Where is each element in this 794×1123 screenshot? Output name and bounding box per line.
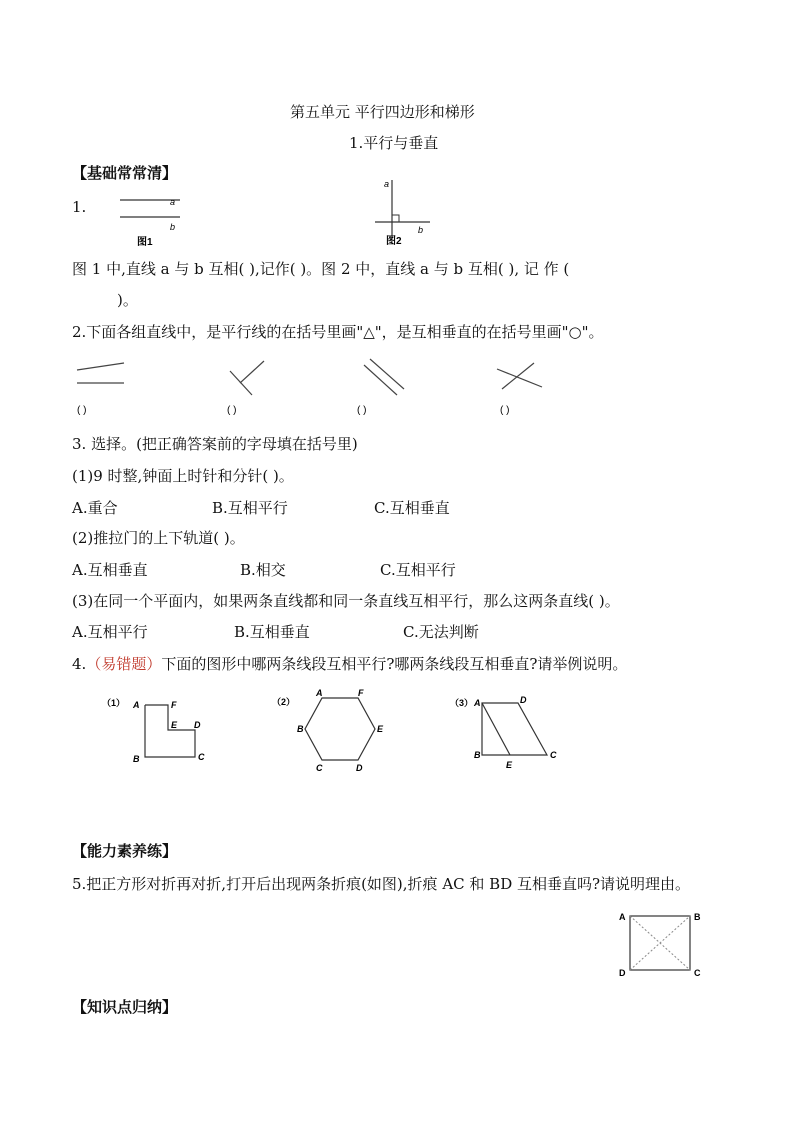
q3-sub1-question: (1)9 时整,钟面上时针和分针( )。 xyxy=(72,467,294,485)
q1-text-line2: )。 xyxy=(117,291,138,309)
svg-text:F: F xyxy=(171,700,177,710)
q2-blank-4[interactable]: ( ) xyxy=(500,405,510,416)
q4-text xyxy=(72,654,627,674)
quadrilateral xyxy=(482,703,547,755)
q2-group-1 xyxy=(77,363,124,383)
q5-text: 5.把正方形对折再对折,打开后出现两条折痕(如图),折痕 AC 和 BD 互相垂直吗?请说明理由。 xyxy=(72,875,691,893)
svg-text:A: A xyxy=(133,700,140,710)
svg-text:D: D xyxy=(194,720,201,730)
q4-tag: （易错题） xyxy=(86,655,162,673)
l-shape xyxy=(145,705,195,757)
label-b: b xyxy=(170,222,176,232)
svg-text:A: A xyxy=(474,698,481,708)
svg-text:C: C xyxy=(316,763,323,773)
q5-figure-square xyxy=(612,906,717,981)
svg-text:E: E xyxy=(171,720,178,730)
section-basic: 【基础常常清】 xyxy=(72,164,178,182)
q2-figures xyxy=(72,355,572,420)
svg-text:F: F xyxy=(358,688,364,698)
q3-sub2-option-a[interactable]: A.互相垂直 xyxy=(72,561,148,579)
q3-sub1-option-b[interactable]: B.互相平行 xyxy=(212,499,288,517)
label-a: a xyxy=(170,197,176,207)
figure-caption: 图1 xyxy=(137,237,153,248)
q3-sub3-option-a[interactable]: A.互相平行 xyxy=(72,623,148,641)
q3-sub2-option-b[interactable]: B.相交 xyxy=(240,561,286,579)
q1-figure-1 xyxy=(110,190,190,250)
svg-text:E: E xyxy=(506,760,513,770)
svg-text:C: C xyxy=(694,968,701,978)
q2-text: 2.下面各组直线中，是平行线的在括号里画"△"，是互相垂直的在括号里画"○"。 xyxy=(72,323,604,341)
page-title: 第五单元 平行四边形和梯形 xyxy=(290,103,475,121)
svg-text:E: E xyxy=(377,724,384,734)
segment-ae xyxy=(482,703,510,755)
q4-number: 4. xyxy=(72,655,87,673)
figure-caption: 图2 xyxy=(386,236,402,247)
q1-number: 1. xyxy=(72,198,87,216)
q4-figure-1 xyxy=(100,690,220,770)
q3-text: 3. 选择。(把正确答案前的字母填在括号里) xyxy=(72,435,358,453)
q3-sub1-option-c[interactable]: C.互相垂直 xyxy=(374,499,450,517)
section-ability: 【能力素养练】 xyxy=(72,842,178,860)
q3-sub3-option-b[interactable]: B.互相垂直 xyxy=(234,623,310,641)
q2-blank-3[interactable]: ( ) xyxy=(357,405,367,416)
q4-figure-3 xyxy=(448,688,568,773)
svg-text:B: B xyxy=(133,754,140,764)
svg-text:C: C xyxy=(550,750,557,760)
q2-blank-1[interactable]: ( ) xyxy=(77,405,87,416)
q3-sub1-option-a[interactable]: A.重合 xyxy=(72,499,118,517)
hexagon xyxy=(305,698,375,760)
svg-text:C: C xyxy=(198,752,205,762)
svg-text:A: A xyxy=(316,688,323,698)
svg-text:B: B xyxy=(474,750,481,760)
q4-figure-2 xyxy=(270,685,390,775)
q3-sub3-question: (3)在同一个平面内，如果两条直线都和同一条直线互相平行，那么这两条直线( )。 xyxy=(72,592,620,610)
label-a: a xyxy=(384,179,390,189)
section-summary: 【知识点归纳】 xyxy=(72,998,178,1016)
q2-group-2 xyxy=(230,361,264,395)
svg-text:A: A xyxy=(619,912,626,922)
q1-text-line1: 图 1 中,直线 a 与 b 互相( ),记作( )。图 2 中，直线 a 与 b 互相( ), 记 作 ( xyxy=(72,260,570,278)
svg-text:B: B xyxy=(297,724,304,734)
svg-text:B: B xyxy=(694,912,701,922)
label-b: b xyxy=(418,225,424,235)
svg-text:D: D xyxy=(356,763,363,773)
svg-text:D: D xyxy=(619,968,626,978)
q2-group-3 xyxy=(364,359,404,395)
q3-sub2-option-c[interactable]: C.互相平行 xyxy=(380,561,456,579)
q2-group-4 xyxy=(497,363,542,389)
page-subtitle: 1.平行与垂直 xyxy=(349,134,439,152)
right-angle-mark xyxy=(392,215,399,222)
svg-text:D: D xyxy=(520,695,527,705)
figure-label: （1） xyxy=(102,698,126,708)
q3-sub3-option-c[interactable]: C.无法判断 xyxy=(403,623,479,641)
q4-question: 下面的图形中哪两条线段互相平行?哪两条线段互相垂直?请举例说明。 xyxy=(161,655,628,673)
q3-sub2-question: (2)推拉门的上下轨道( )。 xyxy=(72,529,245,547)
figure-label: （2） xyxy=(272,697,296,707)
figure-label: （3） xyxy=(450,698,474,708)
q2-blank-2[interactable]: ( ) xyxy=(227,405,237,416)
q1-figure-2 xyxy=(370,175,440,250)
